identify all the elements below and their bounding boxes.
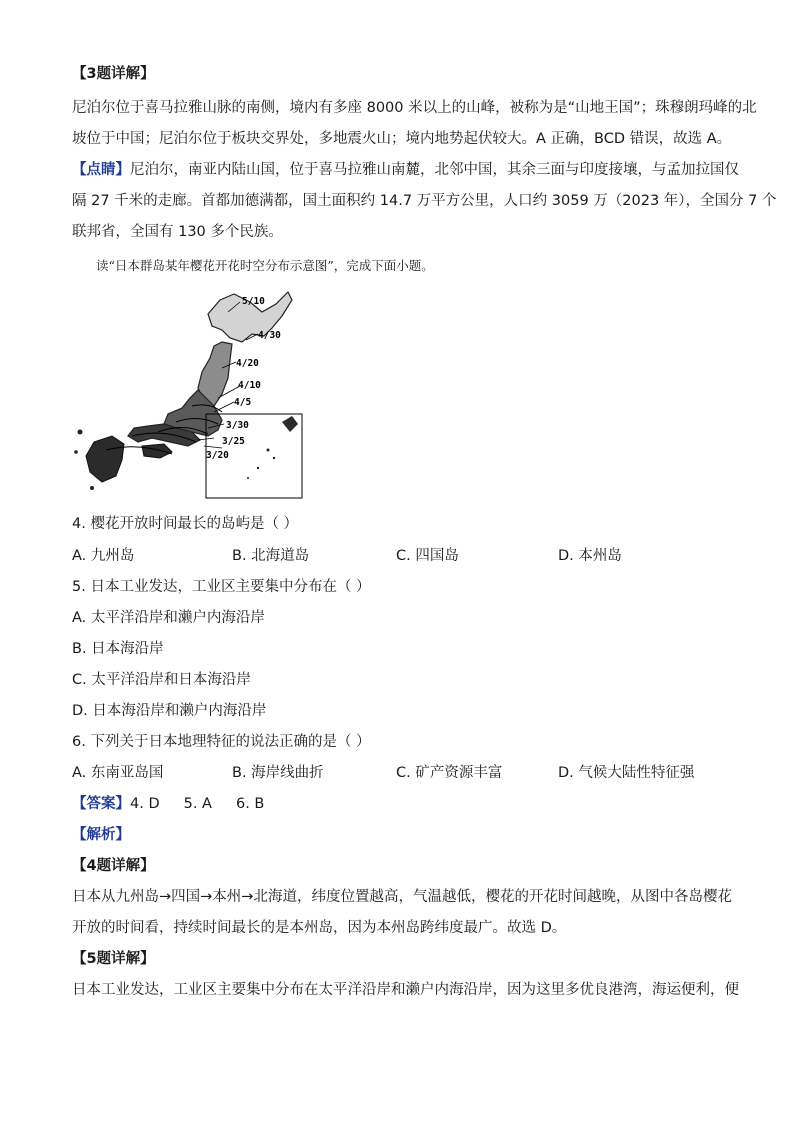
date-label-4-10: 4/10	[238, 380, 261, 391]
q4-option-a: A. 九州岛	[72, 548, 135, 564]
kyushu-island	[86, 436, 124, 482]
q5-option-b: B. 日本海沿岸	[72, 641, 164, 657]
q5-option-d: D. 日本海沿岸和濑户内海沿岸	[72, 703, 267, 719]
q6-option-d: D. 气候大陆性特征强	[558, 765, 695, 781]
q4-option-c: C. 四国岛	[396, 548, 459, 564]
date-label-3-30: 3/30	[226, 420, 249, 431]
answer-label: 【答案】	[72, 796, 130, 812]
q5-heading: 【5题详解】	[72, 951, 155, 967]
q5-stem: 5. 日本工业发达，工业区主要集中分布在（ ）	[72, 579, 371, 595]
date-label-4-30: 4/30	[258, 330, 281, 341]
q6-option-c: C. 矿产资源丰富	[396, 765, 503, 781]
q4-line-1: 日本从九州岛→四国→本州→北海道，纬度位置越高，气温越低，樱花的开花时间越晚，从图中各岛樱花	[72, 889, 732, 905]
tip-label: 【点睛】	[72, 162, 130, 178]
date-label-4-5: 4/5	[234, 397, 252, 408]
map-caption: 读“日本群岛某年樱花开花时空分布示意图”，完成下面小题。	[96, 258, 434, 273]
tip-line-2: 隔 27 千米的走廊。首都加德满都，国土面积约 14.7 万平方公里，人口约 3059 万（2023 年），全国分 7 个	[72, 193, 777, 209]
q6-option-b: B. 海岸线曲折	[232, 765, 324, 781]
answer-line	[72, 794, 722, 814]
answer-5: 5. A	[183, 796, 212, 812]
answer-4: 4. D	[130, 796, 160, 812]
q5-option-c: C. 太平洋沿岸和日本海沿岸	[72, 672, 251, 688]
tip-line-1	[72, 160, 739, 180]
shikoku-island	[142, 444, 172, 458]
analysis-label: 【解析】	[72, 827, 130, 843]
q4-line-2: 开放的时间看，持续时间最长的是本州岛，因为本州岛跨纬度最广。故选 D。	[72, 920, 567, 936]
q3-line-1: 尼泊尔位于喜马拉雅山脉的南侧，境内有多座 8000 米以上的山峰，被称为是“山地王国”；珠穆朗玛峰的北	[72, 100, 757, 116]
q4-option-b: B. 北海道岛	[232, 548, 310, 564]
date-label-3-20: 3/20	[206, 450, 229, 461]
q5-line-1: 日本工业发达，工业区主要集中分布在太平洋沿岸和濑户内海沿岸，因为这里多优良港湾，海运便利，便	[72, 982, 739, 998]
answer-6: 6. B	[235, 796, 265, 812]
q6-stem: 6. 下列关于日本地理特征的说法正确的是（ ）	[72, 734, 371, 750]
q4-stem: 4. 樱花开放时间最长的岛屿是（ ）	[72, 516, 299, 532]
q4-option-d: D. 本州岛	[558, 548, 622, 564]
q3-line-2: 坡位于中国；尼泊尔位于板块交界处，多地震火山；境内地势起伏较大。A 正确，BCD 错误，故选 A。	[72, 131, 732, 147]
q5-option-a: A. 太平洋沿岸和濑户内海沿岸	[72, 610, 265, 626]
q3-heading: 【3题详解】	[72, 66, 155, 82]
date-label-4-20: 4/20	[236, 358, 259, 369]
q6-option-a: A. 东南亚岛国	[72, 765, 164, 781]
date-label-3-25: 3/25	[222, 436, 245, 447]
date-label-5-10: 5/10	[242, 296, 265, 307]
tip-line-3: 联邦省，全国有 130 多个民族。	[72, 224, 283, 240]
tip-text-1: 尼泊尔，南亚内陆山国，位于喜马拉雅山南麓，北邻中国，其余三面与印度接壤，与孟加拉国仅	[130, 162, 739, 178]
japan-cherry-blossom-map	[72, 282, 312, 502]
q4-heading: 【4题详解】	[72, 858, 155, 874]
